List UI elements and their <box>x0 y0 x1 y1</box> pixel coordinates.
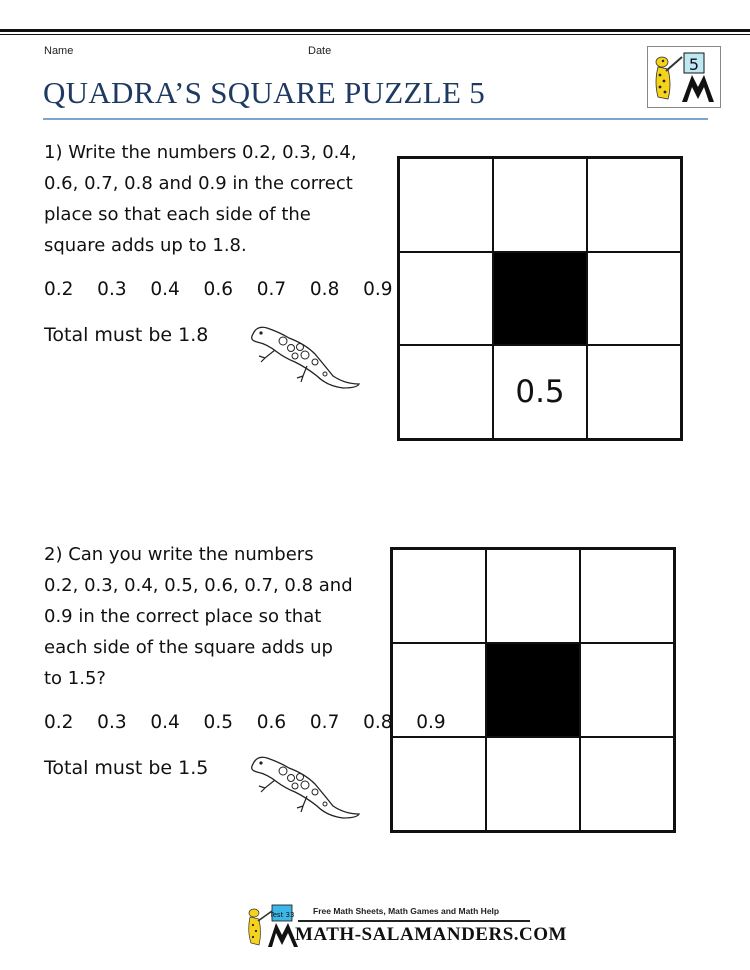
puzzle2-total: Total must be 1.5 <box>44 757 209 779</box>
grid-cell[interactable] <box>392 643 486 737</box>
instruction-line: 2) Can you write the numbers <box>44 544 314 565</box>
instruction-line: 0.9 in the correct place so that <box>44 606 322 627</box>
puzzle2-square-grid <box>390 547 676 833</box>
grid-center-blocked <box>493 252 587 346</box>
grid-cell[interactable] <box>580 737 674 831</box>
grid-cell[interactable] <box>587 252 681 346</box>
puzzle2-number-list: 0.2 0.3 0.4 0.5 0.6 0.7 0.8 0.9 <box>44 712 446 733</box>
grid-cell-given: 0.5 <box>493 345 587 439</box>
puzzle2-instructions <box>44 539 353 694</box>
name-label: Name <box>44 45 74 57</box>
title-underline <box>43 118 708 120</box>
footer-logo-icon <box>244 903 300 949</box>
grid-cell[interactable] <box>392 549 486 643</box>
footer-divider <box>298 920 530 922</box>
puzzle1-square-grid <box>397 156 683 441</box>
grid-cell[interactable] <box>399 158 493 252</box>
salamander-icon <box>245 322 365 394</box>
grid-cell[interactable] <box>486 549 580 643</box>
instruction-line: 1) Write the numbers 0.2, 0.3, 0.4, <box>44 142 357 163</box>
grid-center-blocked <box>486 643 580 737</box>
salamander-icon <box>245 752 365 824</box>
svg-text:Test 33: Test 33 <box>269 911 295 919</box>
instruction-line: to 1.5? <box>44 668 106 689</box>
instruction-line: square adds up to 1.8. <box>44 235 247 256</box>
grid-cell[interactable] <box>580 549 674 643</box>
instruction-line: 0.2, 0.3, 0.4, 0.5, 0.6, 0.7, 0.8 and <box>44 575 353 596</box>
instruction-line: each side of the square adds up <box>44 637 333 658</box>
footer-tagline: Free Math Sheets, Math Games and Math Help <box>313 906 500 916</box>
date-label: Date <box>308 45 332 57</box>
puzzle1-total: Total must be 1.8 <box>44 324 209 346</box>
top-border <box>0 29 750 35</box>
puzzle1-instructions <box>44 137 357 261</box>
grid-cell[interactable] <box>399 252 493 346</box>
instruction-line: place so that each side of the <box>44 204 311 225</box>
footer-brand[interactable]: MATH-SALAMANDERS.COM <box>295 924 567 945</box>
grid-cell[interactable] <box>587 158 681 252</box>
instruction-line: 0.6, 0.7, 0.8 and 0.9 in the correct <box>44 173 353 194</box>
grid-cell[interactable] <box>486 737 580 831</box>
grid-cell[interactable] <box>392 737 486 831</box>
grid-cell[interactable] <box>399 345 493 439</box>
grid-cell[interactable] <box>493 158 587 252</box>
salamander-easel-icon <box>648 47 720 107</box>
svg-text:5: 5 <box>688 55 700 74</box>
salamander-logo <box>647 46 721 108</box>
puzzle1-number-list: 0.2 0.3 0.4 0.6 0.7 0.8 0.9 <box>44 279 393 300</box>
page-title: QUADRA’S SQUARE PUZZLE 5 <box>43 75 486 110</box>
grid-cell[interactable] <box>580 643 674 737</box>
grid-cell[interactable] <box>587 345 681 439</box>
